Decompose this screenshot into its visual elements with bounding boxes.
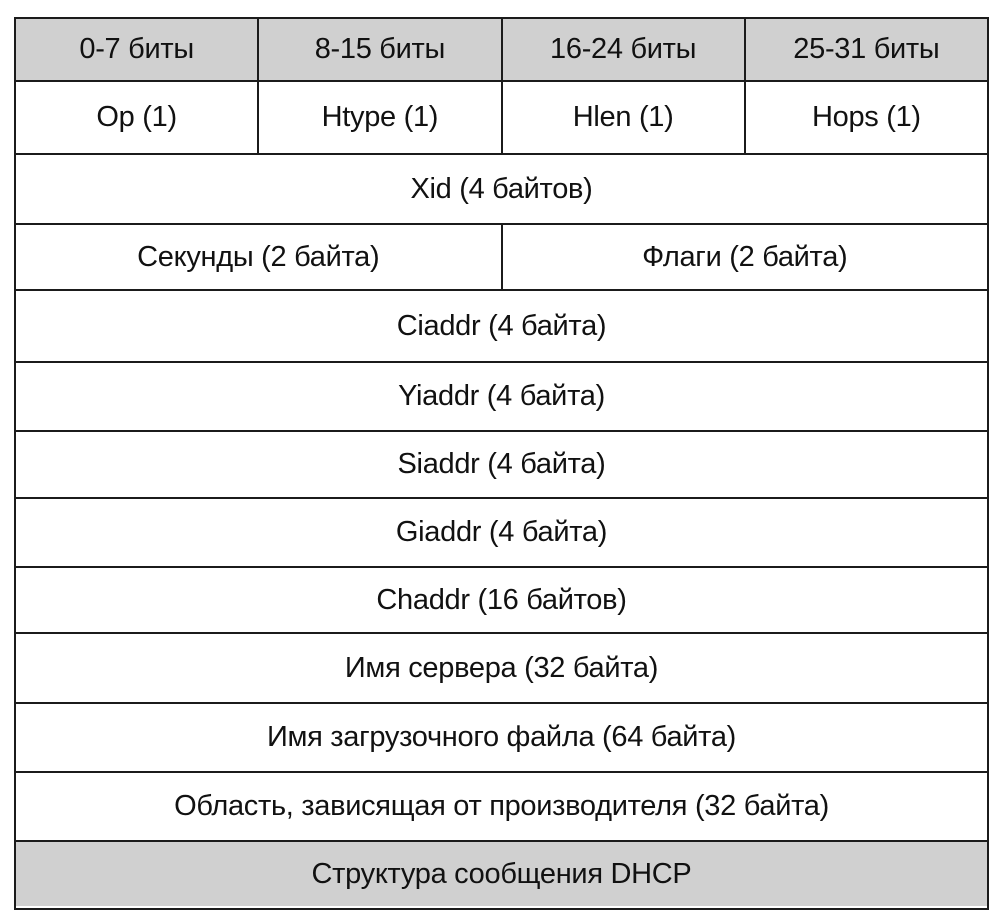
caption-row	[16, 842, 987, 906]
two-byte-fields-row	[16, 225, 987, 291]
single-byte-fields-row	[16, 82, 987, 155]
field-op: Op (1)	[16, 82, 259, 153]
boot-file-row	[16, 704, 987, 773]
field-chaddr: Chaddr (16 байтов)	[376, 583, 627, 616]
header-bits-16-24: 16-24 биты	[503, 19, 746, 80]
field-boot-file: Имя загрузочного файла (64 байта)	[266, 721, 737, 753]
chaddr-row	[16, 568, 987, 634]
field-siaddr: Siaddr (4 байта)	[397, 448, 606, 480]
field-yiaddr: Yiaddr (4 байта)	[398, 380, 605, 412]
field-seconds: Секунды (2 байта)	[16, 225, 503, 289]
field-server-name: Имя сервера (32 байта)	[344, 651, 659, 684]
ciaddr-row	[16, 291, 987, 363]
vendor-area-row	[16, 773, 987, 842]
server-name-row	[16, 634, 987, 704]
giaddr-row	[16, 499, 987, 568]
xid-row	[16, 155, 987, 225]
siaddr-row	[16, 432, 987, 499]
field-hops: Hops (1)	[811, 101, 921, 133]
header-bits-0-7: 0-7 биты	[16, 19, 259, 80]
field-giaddr: Giaddr (4 байта)	[395, 516, 608, 548]
field-xid: Xid (4 байтов)	[410, 172, 593, 205]
bit-header-row	[16, 19, 987, 82]
field-flags: Флаги (2 байта)	[642, 240, 848, 273]
field-hlen: Hlen (1)	[503, 82, 746, 153]
dhcp-message-structure-table	[14, 17, 989, 910]
header-bits-25-31: 25-31 биты	[746, 19, 987, 80]
yiaddr-row	[16, 363, 987, 432]
field-ciaddr: Ciaddr (4 байта)	[396, 309, 607, 342]
diagram-caption: Структура сообщения DHCP	[16, 842, 987, 906]
field-htype: Htype (1)	[259, 82, 502, 153]
field-vendor-area: Область, зависящая от производителя (32 байта)	[174, 790, 829, 822]
header-bits-8-15: 8-15 биты	[259, 19, 502, 80]
